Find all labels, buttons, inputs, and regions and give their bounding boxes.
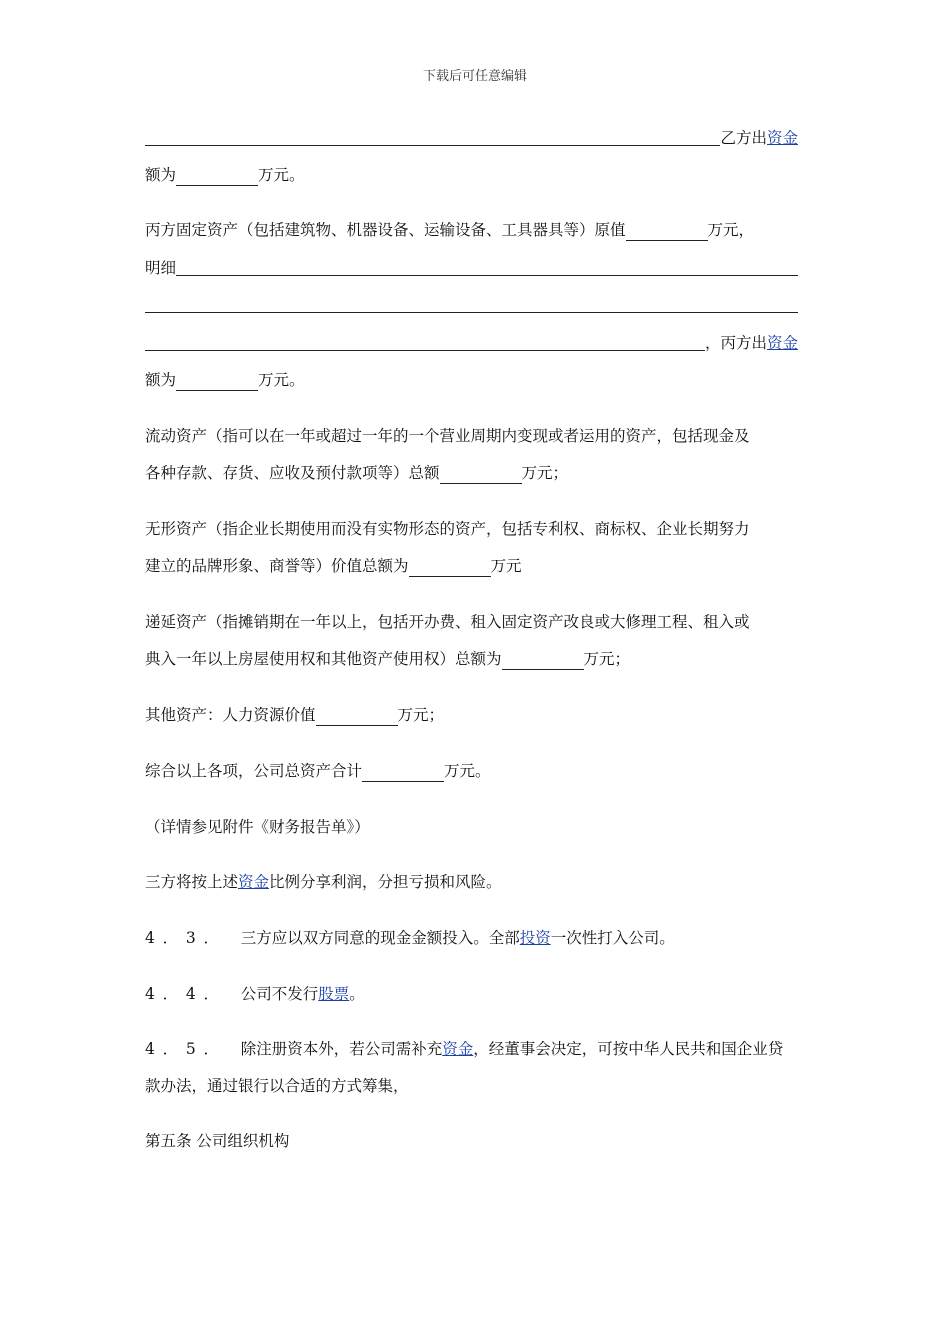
text: 万元； bbox=[521, 464, 569, 482]
paragraph-line: 流动资产（指可以在一年或超过一年的一个营业周期内变现或者运用的资产，包括现金及 bbox=[145, 427, 750, 445]
text: 一次性打入公司。 bbox=[550, 929, 675, 947]
link-stocks[interactable]: 股票 bbox=[318, 985, 350, 1003]
paragraph-line: 款办法，通过银行以合适的方式筹集， bbox=[145, 1077, 409, 1095]
text: 万元。 bbox=[258, 371, 305, 389]
text: 明细 bbox=[145, 259, 177, 277]
text: ，丙方出 bbox=[704, 334, 767, 352]
paragraph-line bbox=[145, 649, 798, 669]
text: 建立的品牌形象、商誉等）价值总额为 bbox=[145, 557, 409, 575]
paragraph-line bbox=[145, 1039, 798, 1059]
text: 万元 bbox=[490, 557, 522, 575]
blank bbox=[502, 654, 584, 670]
paragraph-line bbox=[145, 872, 798, 892]
paragraph-line: （详情参见附件《财务报告单》） bbox=[145, 818, 370, 836]
text: 典入一年以上房屋使用权和其他资产使用权）总额为 bbox=[145, 650, 502, 668]
clause-number: 4．4． bbox=[145, 985, 227, 1003]
text: 除注册资本外，若公司需补充 bbox=[240, 1040, 443, 1058]
paragraph-line bbox=[145, 165, 798, 185]
link-funds[interactable]: 资金 bbox=[766, 334, 798, 352]
text: 综合以上各项，公司总资产合计 bbox=[145, 762, 363, 780]
paragraph-line bbox=[145, 761, 798, 781]
text: 万元； bbox=[583, 650, 631, 668]
clause-number: 4．5． bbox=[145, 1040, 227, 1058]
paragraph-line bbox=[145, 370, 798, 390]
paragraph-line bbox=[145, 928, 798, 948]
text: 三方应以双方同意的现金金额投入。全部 bbox=[240, 929, 520, 947]
blank bbox=[440, 468, 522, 484]
text: 公司不发行 bbox=[240, 985, 319, 1003]
text: 额为 bbox=[145, 166, 177, 184]
blank bbox=[362, 766, 444, 782]
text: 万元； bbox=[397, 706, 445, 724]
paragraph-line bbox=[145, 128, 798, 148]
text: 万元。 bbox=[444, 762, 491, 780]
paragraph-line bbox=[145, 984, 798, 1004]
text: 丙方固定资产（包括建筑物、机器设备、运输设备、工具器具等）原值 bbox=[145, 221, 626, 239]
paragraph-line bbox=[145, 333, 798, 353]
link-funds[interactable]: 资金 bbox=[238, 873, 270, 891]
paragraph-line bbox=[145, 258, 798, 278]
paragraph-line bbox=[145, 705, 798, 725]
blank-line bbox=[145, 335, 705, 351]
text: 额为 bbox=[145, 371, 177, 389]
paragraph-line bbox=[145, 556, 798, 576]
page-header: 下载后可任意编辑 bbox=[422, 69, 527, 84]
paragraph-line: 递延资产（指摊销期在一年以上，包括开办费、租入固定资产改良或大修理工程、租入或 bbox=[145, 613, 750, 631]
blank bbox=[626, 225, 708, 241]
blank-line bbox=[145, 312, 798, 313]
text: ，经董事会决定，可按中华人民共和国企业贷 bbox=[473, 1040, 784, 1058]
paragraph-line bbox=[145, 463, 798, 483]
blank bbox=[176, 170, 258, 186]
clause-number: 4．3． bbox=[145, 929, 227, 947]
text: 万元， bbox=[707, 221, 755, 239]
text: 三方将按上述 bbox=[145, 873, 239, 891]
text: 其他资产：人力资源价值 bbox=[145, 706, 316, 724]
link-funds[interactable]: 资金 bbox=[442, 1040, 474, 1058]
blank-line bbox=[176, 260, 798, 276]
blank bbox=[176, 375, 258, 391]
paragraph-line: 无形资产（指企业长期使用而没有实物形态的资产，包括专利权、商标权、企业长期努力 bbox=[145, 520, 750, 538]
text: 。 bbox=[349, 985, 365, 1003]
link-funds[interactable]: 资金 bbox=[766, 129, 798, 147]
text: 各种存款、存货、应收及预付款项等）总额 bbox=[145, 464, 440, 482]
link-investment[interactable]: 投资 bbox=[519, 929, 551, 947]
blank bbox=[316, 710, 398, 726]
blank bbox=[409, 561, 491, 577]
blank-line bbox=[145, 130, 720, 146]
text: 比例分享利润，分担亏损和风险。 bbox=[269, 873, 502, 891]
text: 万元。 bbox=[258, 166, 305, 184]
text: 乙方出 bbox=[720, 129, 767, 147]
paragraph-line bbox=[145, 220, 798, 240]
section-heading: 第五条 公司组织机构 bbox=[145, 1132, 290, 1150]
